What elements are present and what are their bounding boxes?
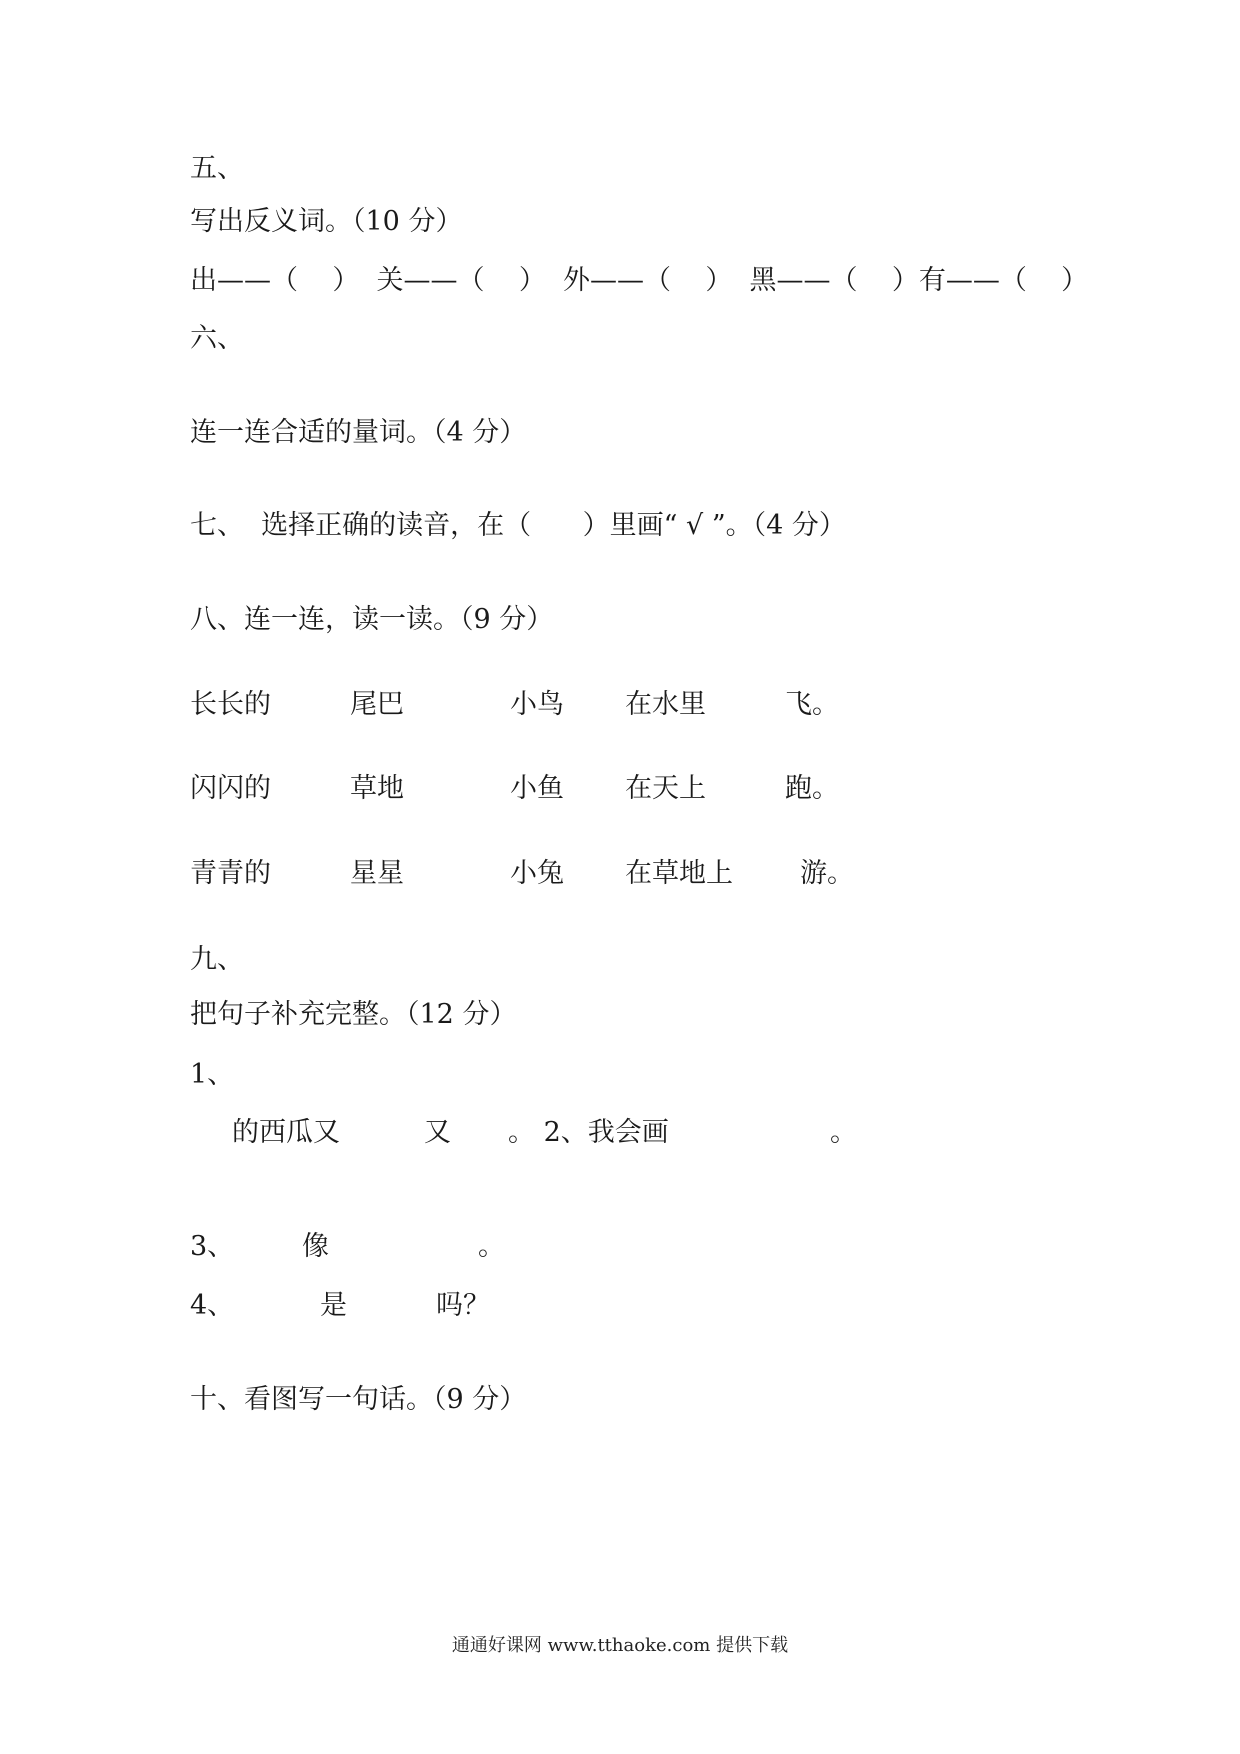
item-4-text-a: 是	[320, 1290, 347, 1321]
word-cell: 星星	[350, 858, 404, 889]
section-9-number: 九、	[190, 944, 244, 975]
item-1-text-c: 。 2、我会画	[508, 1117, 669, 1148]
word-cell: 闪闪的	[190, 773, 271, 804]
item-1-text-b: 又	[424, 1117, 451, 1148]
item-1-text-d: 。	[830, 1117, 857, 1148]
section-8-line: 八、连一连，读一读。（9 分）	[190, 604, 554, 635]
item-4-label: 4、	[190, 1290, 235, 1321]
section-5-antonym-pairs: 出——（ ） 关——（ ） 外——（ ） 黑——（ ）有——（ ）	[190, 265, 1089, 296]
section-10-line: 十、看图写一句话。（9 分）	[190, 1384, 527, 1415]
item-3-text-b: 。	[478, 1231, 505, 1262]
item-3-label: 3、	[190, 1231, 235, 1262]
item-3-text-a: 像	[302, 1231, 329, 1262]
section-5-instruction: 写出反义词。（10 分）	[190, 206, 463, 237]
section-6-instruction: 连一连合适的量词。（4 分）	[190, 417, 527, 448]
word-cell: 长长的	[190, 689, 271, 720]
section-9-item-1-label: 1、	[190, 1059, 235, 1090]
word-cell: 在草地上	[625, 858, 733, 889]
word-cell: 跑。	[785, 773, 839, 804]
word-cell: 游。	[800, 858, 854, 889]
item-1-text-a: 的西瓜又	[232, 1117, 340, 1148]
word-cell: 小兔	[510, 858, 564, 889]
word-cell: 飞。	[785, 689, 839, 720]
word-cell: 在水里	[625, 689, 706, 720]
word-cell: 草地	[350, 773, 404, 804]
footer-source: 通通好课网 www.tthaoke.com 提供下载	[451, 1635, 789, 1656]
word-cell: 尾巴	[350, 689, 404, 720]
word-cell: 小鱼	[510, 773, 564, 804]
word-cell: 在天上	[625, 773, 706, 804]
item-4-text-b: 吗？	[436, 1290, 490, 1321]
word-cell: 青青的	[190, 858, 271, 889]
section-9-instruction: 把句子补充完整。（12 分）	[190, 999, 517, 1030]
section-5-number: 五、	[190, 153, 244, 184]
section-7-line: 七、 选择正确的读音，在（ ）里画“ √ ”。（4 分）	[190, 510, 846, 541]
word-cell: 小鸟	[510, 689, 564, 720]
section-6-number: 六、	[190, 323, 244, 354]
